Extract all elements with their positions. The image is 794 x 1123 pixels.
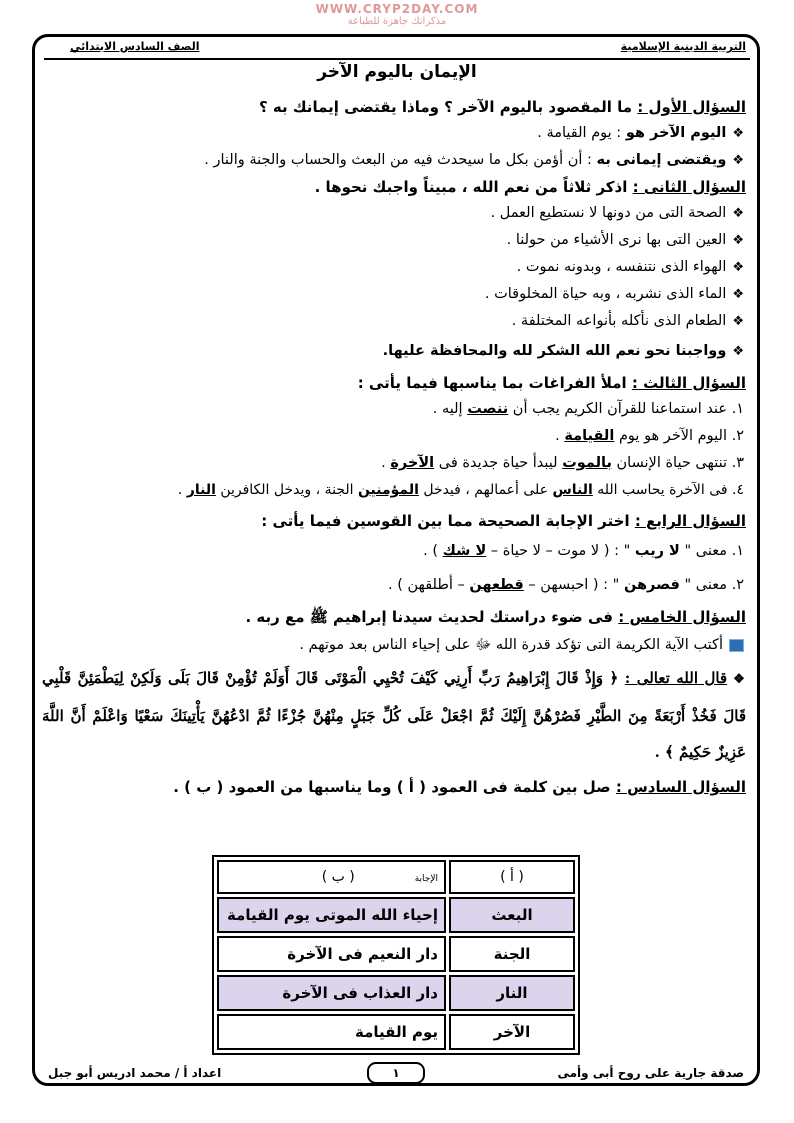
instruction-item — [42, 630, 746, 660]
star-bullet-icon: ❖ — [732, 206, 744, 221]
star-bullet-icon: ❖ — [732, 126, 744, 141]
item-number: ٢. — [731, 428, 744, 444]
duty-text: وواجبنا نحو نعم الله الشكر لله والمحافظة عليها. — [382, 343, 727, 359]
choice-item — [42, 534, 746, 568]
fill-text: اليوم الآخر هو يوم — [614, 428, 727, 444]
fill-text: فى الآخرة يحاسب الله — [592, 482, 728, 498]
star-bullet-icon: ❖ — [732, 153, 744, 168]
question-4 — [42, 508, 746, 534]
star-bullet-icon: ❖ — [732, 344, 744, 359]
blessing-text: الهواء الذى نتنفسه ، وبدونه نموت . — [516, 259, 727, 275]
worksheet-content — [42, 94, 746, 800]
fill-answer: النار — [186, 482, 216, 498]
fill-text: على أعمالهم ، فيدخل — [418, 482, 553, 498]
watermark-site: WWW.CRYP2DAY.COM — [315, 2, 479, 16]
question-5-label: السؤال الخامس : — [618, 608, 746, 626]
blessing-item — [42, 281, 746, 308]
answer-term: ويقتضى إيمانى به — [596, 152, 727, 168]
answer-text: : أن أؤمن بكل ما سيحدث فيه من البعث والحساب والجنة والنار . — [204, 152, 597, 168]
choice-word: لا ريب — [634, 543, 680, 559]
header-subject: التربية الدينية الإسلامية — [620, 40, 746, 53]
square-bullet-icon — [729, 639, 744, 652]
fill-answer: المؤمنين — [357, 482, 419, 498]
item-number: ٣. — [731, 455, 744, 471]
choice-item — [42, 568, 746, 602]
table-row — [217, 975, 575, 1011]
cell-a: النار — [449, 975, 575, 1011]
duty-item — [42, 335, 746, 368]
question-1-label: السؤال الأول : — [637, 98, 746, 116]
fill-answer: الآخرة — [390, 455, 435, 471]
matching-table — [212, 855, 580, 1055]
blessing-text: الماء الذى نشربه ، وبه حياة المخلوقات . — [484, 286, 727, 302]
question-2-label: السؤال الثانى : — [632, 178, 746, 196]
fill-text: . — [555, 428, 565, 444]
header-b-label: ( ب ) — [321, 869, 355, 885]
fill-text: إليه . — [432, 401, 468, 417]
cell-a: الآخر — [449, 1014, 575, 1050]
question-3 — [42, 370, 746, 396]
blessing-item — [42, 254, 746, 281]
watermark — [0, 2, 794, 28]
item-number: ١. — [731, 401, 744, 417]
item-number: ٢. — [731, 577, 744, 593]
table-header-row — [217, 860, 575, 894]
star-bullet-icon: ❖ — [733, 672, 746, 687]
fill-item — [42, 477, 746, 504]
cell-b: دار العذاب فى الآخرة — [217, 975, 446, 1011]
question-5-text: فى ضوء دراستك لحديث سيدنا إبراهيم ﷺ مع ربه . — [245, 608, 614, 626]
fill-text: الجنة ، ويدخل الكافرين — [215, 482, 358, 498]
choice-answer: لا شك — [442, 543, 487, 559]
question-4-label: السؤال الرابع : — [634, 512, 746, 530]
cell-b: يوم القيامة — [217, 1014, 446, 1050]
table-row — [217, 936, 575, 972]
footer-author: اعداد أ / محمد ادريس أبو جبل — [48, 1066, 222, 1080]
star-bullet-icon: ❖ — [732, 314, 744, 329]
fill-answer: بالموت — [562, 455, 612, 471]
answer-1-item — [42, 147, 746, 174]
answer-text: : يوم القيامة . — [537, 125, 626, 141]
verse-text: ﴿ وَإِذْ قَالَ إِبْرَاهِيمُ رَبِّ أَرِنِي كَيْفَ تُحْيِي الْمَوْتَى قَالَ أَوَلَمْ تُؤْمِنْ قَالَ بَلَى وَلَكِنْ لِيَطْمَئِنَّ قَلْبِي قَالَ فَخُذْ أَرْبَعَةً مِنَ الطَّيْرِ فَصُرْهُنَّ إِلَيْكَ ثُمَّ اجْعَلْ عَلَى كُلِّ جَبَلٍ مِنْهُنَّ جُزْءًا ثُمَّ ادْعُهُنَّ يَأْتِينَكَ سَعْيًا وَاعْلَمْ أَنَّ اللَّهَ عَزِيزٌ حَكِيمٌ ﴾ . — [42, 669, 746, 761]
cell-a: الجنة — [449, 936, 575, 972]
watermark-tagline: مذكراتك جاهزة للطباعة — [347, 16, 447, 27]
page-title: الإيمان باليوم الآخر — [317, 62, 477, 82]
fill-text: تنتهى حياة الإنسان — [611, 455, 727, 471]
choice-text: " : ( لا موت – لا حياة – — [486, 543, 635, 559]
star-bullet-icon: ❖ — [732, 233, 744, 248]
verse-intro: قال الله تعالى : — [624, 669, 728, 687]
choice-answer: قطعهن — [469, 577, 524, 593]
page-number: ١ — [367, 1062, 425, 1084]
question-1-text: ما المقصود باليوم الآخر ؟ وماذا يقتضى إيمانك به ؟ — [258, 98, 633, 116]
instruction-text: أكتب الآية الكريمة التى تؤكد قدرة الله ﷻ على إحياء الناس بعد موتهم . — [299, 637, 723, 653]
cell-b: إحياء الله الموتى يوم القيامة — [217, 897, 446, 933]
question-6-text: صل بين كلمة فى العمود ( أ ) وما يناسبها من العمود ( ب ) . — [173, 778, 611, 796]
page-header — [44, 38, 750, 60]
blessing-item — [42, 200, 746, 227]
question-3-text: املأ الفراغات بما يناسبها فيما يأتى : — [357, 374, 627, 392]
header-grade: الصف السادس الابتدائي — [70, 40, 200, 53]
fill-answer: الناس — [552, 482, 593, 498]
fill-answer: القيامة — [564, 428, 615, 444]
star-bullet-icon: ❖ — [732, 260, 744, 275]
fill-answer: ننصت — [467, 401, 509, 417]
choice-text: " : ( احبسهن – — [523, 577, 624, 593]
question-6 — [42, 774, 746, 800]
quran-verse — [42, 660, 746, 770]
fill-text: عند استماعنا للقرآن الكريم يجب أن — [508, 401, 727, 417]
matching-table-wrap — [212, 855, 580, 1055]
blessing-text: العين التى بها نرى الأشياء من حولنا . — [506, 232, 727, 248]
choice-text: – أطلقهن ) . — [387, 577, 470, 593]
question-2-text: اذكر ثلاثاً من نعم الله ، مبيناً واجبك نحوها . — [314, 178, 628, 196]
header-answer-label: الإجابة — [414, 874, 438, 884]
question-4-text: اختر الإجابة الصحيحة مما بين القوسين فيما يأتى : — [261, 512, 630, 530]
item-number: ١. — [731, 543, 744, 559]
footer-dedication: صدقة جارية على روح أبى وأمى — [557, 1066, 744, 1080]
question-6-label: السؤال السادس : — [615, 778, 746, 796]
fill-text: . — [177, 482, 187, 498]
answer-term: اليوم الآخر هو — [625, 125, 727, 141]
blessing-text: الصحة التى من دونها لا نستطيع العمل . — [490, 205, 727, 221]
header-col-a: ( أ ) — [449, 860, 575, 894]
choice-text: ) . — [423, 543, 443, 559]
item-number: ٤. — [732, 482, 744, 498]
choice-word: فصرهن — [623, 577, 680, 593]
question-2 — [42, 174, 746, 200]
fill-item — [42, 423, 746, 450]
table-row — [217, 897, 575, 933]
cell-b: دار النعيم فى الآخرة — [217, 936, 446, 972]
fill-item — [42, 396, 746, 423]
question-1 — [42, 94, 746, 120]
choice-text: معنى " — [679, 577, 727, 593]
fill-item — [42, 450, 746, 477]
table-row — [217, 1014, 575, 1050]
question-3-label: السؤال الثالث : — [631, 374, 746, 392]
choice-text: معنى " — [679, 543, 727, 559]
answer-1-item — [42, 120, 746, 147]
fill-text: . — [381, 455, 391, 471]
blessing-text: الطعام الذى نأكله بأنواعه المختلفة . — [511, 313, 727, 329]
blessing-item — [42, 227, 746, 254]
cell-a: البعث — [449, 897, 575, 933]
question-5 — [42, 604, 746, 630]
header-col-b — [217, 860, 446, 894]
star-bullet-icon: ❖ — [732, 287, 744, 302]
fill-text: ليبدأ حياة جديدة فى — [434, 455, 563, 471]
blessing-item — [42, 308, 746, 335]
